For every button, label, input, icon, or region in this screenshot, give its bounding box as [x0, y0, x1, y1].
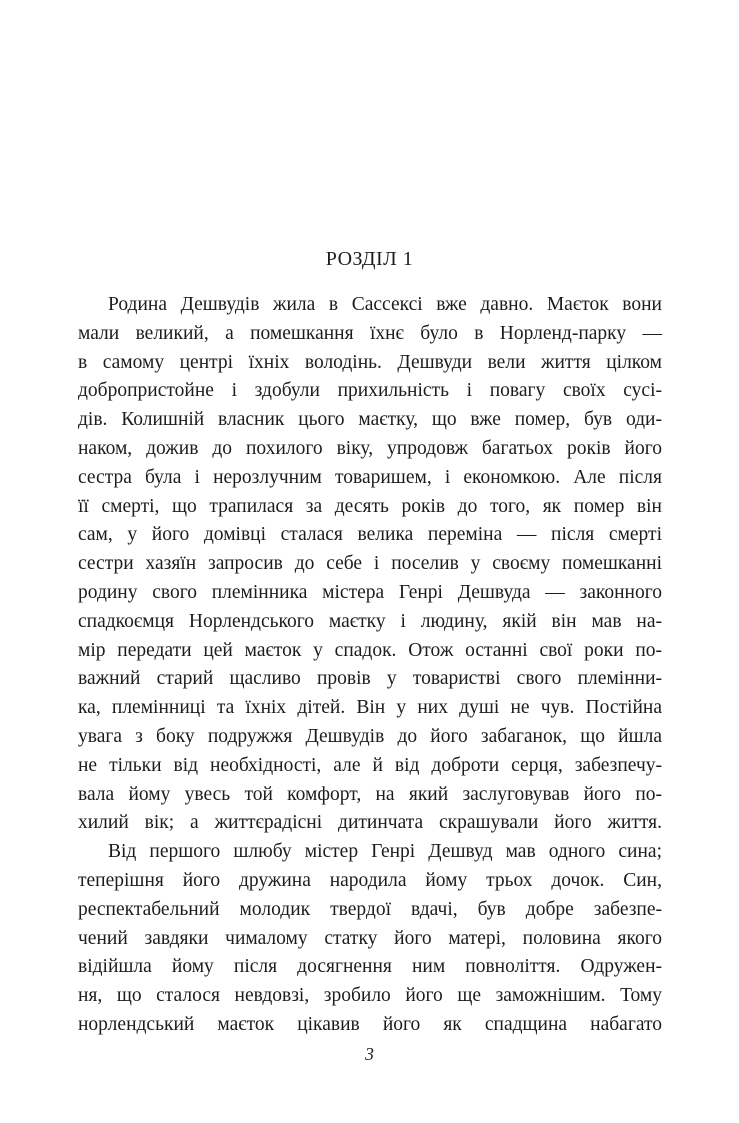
- text-line: чений завдяки чималому статку його матері, половина якого: [78, 927, 662, 949]
- text-line: її смерті, що трапилася за десять років до того, як помер він: [78, 495, 662, 517]
- text-line: норлендський маєток цікавив його як спадщина набагато: [78, 1013, 662, 1035]
- text-line: в самому центрі їхніх володінь. Дешвуди вели життя цілком: [78, 351, 662, 373]
- text-line: наком, дожив до похилого віку, упродовж багатьох років його: [78, 437, 662, 459]
- paragraph: [78, 838, 662, 1040]
- text-line: увага з боку подружжя Дешвудів до його забаганок, що йшла: [78, 725, 662, 747]
- text-line: мали великий, а помешкання їхнє було в Норленд-парку —: [78, 322, 662, 344]
- text-block: [78, 291, 662, 1040]
- text-line: сестра була і нерозлучним товаришем, і економкою. Але після: [78, 466, 662, 488]
- text-line: респектабельний молодик твердої вдачі, був добре забезпе-: [78, 898, 662, 920]
- text-line: важний старий щасливо провів у товаристві свого племінни-: [78, 668, 662, 690]
- text-line: хилий вік; а життєрадісні дитинчата скрашували його життя.: [78, 812, 662, 834]
- text-line: ня, що сталося невдовзі, зробило його ще заможнішим. Тому: [78, 985, 662, 1007]
- text-line: сам, у його домівці сталася велика переміна — після смерті: [78, 524, 662, 546]
- text-line: теперішня його дружина народила йому трьох дочок. Син,: [78, 869, 662, 891]
- text-line: спадкоємця Норлендського маєтку і людину, якій він мав на-: [78, 610, 662, 632]
- page-number: 3: [365, 1044, 374, 1064]
- text-line: відійшла йому після досягнення ним повноліття. Одружен-: [78, 956, 662, 978]
- text-line: не тільки від необхідності, але й від доброти серця, забезпечу-: [78, 754, 662, 776]
- text-line: Від першого шлюбу містер Генрі Дешвуд мав одного сина;: [108, 841, 662, 863]
- text-line: вала йому увесь той комфорт, на який заслуговував його по-: [78, 783, 662, 805]
- chapter-title: РОЗДІЛ 1: [325, 248, 414, 270]
- text-line: сестри хазяїн запросив до себе і поселив у своєму помешканні: [78, 553, 662, 575]
- text-line: дів. Колишній власник цього маєтку, що вже помер, був оди-: [78, 409, 662, 431]
- text-line: мір передати цей маєток у спадок. Отож останні свої роки по-: [78, 639, 662, 661]
- text-line: родину свого племінника містера Генрі Дешвуда — законного: [78, 581, 662, 603]
- text-line: добропристойне і здобули прихильність і повагу своїх сусі-: [78, 380, 662, 402]
- text-line: Родина Дешвудів жила в Сассексі вже давно. Маєток вони: [108, 294, 662, 315]
- paragraph: [78, 291, 662, 838]
- text-line: ка, племінниці та їхніх дітей. Він у них душі не чув. Постійна: [78, 697, 662, 719]
